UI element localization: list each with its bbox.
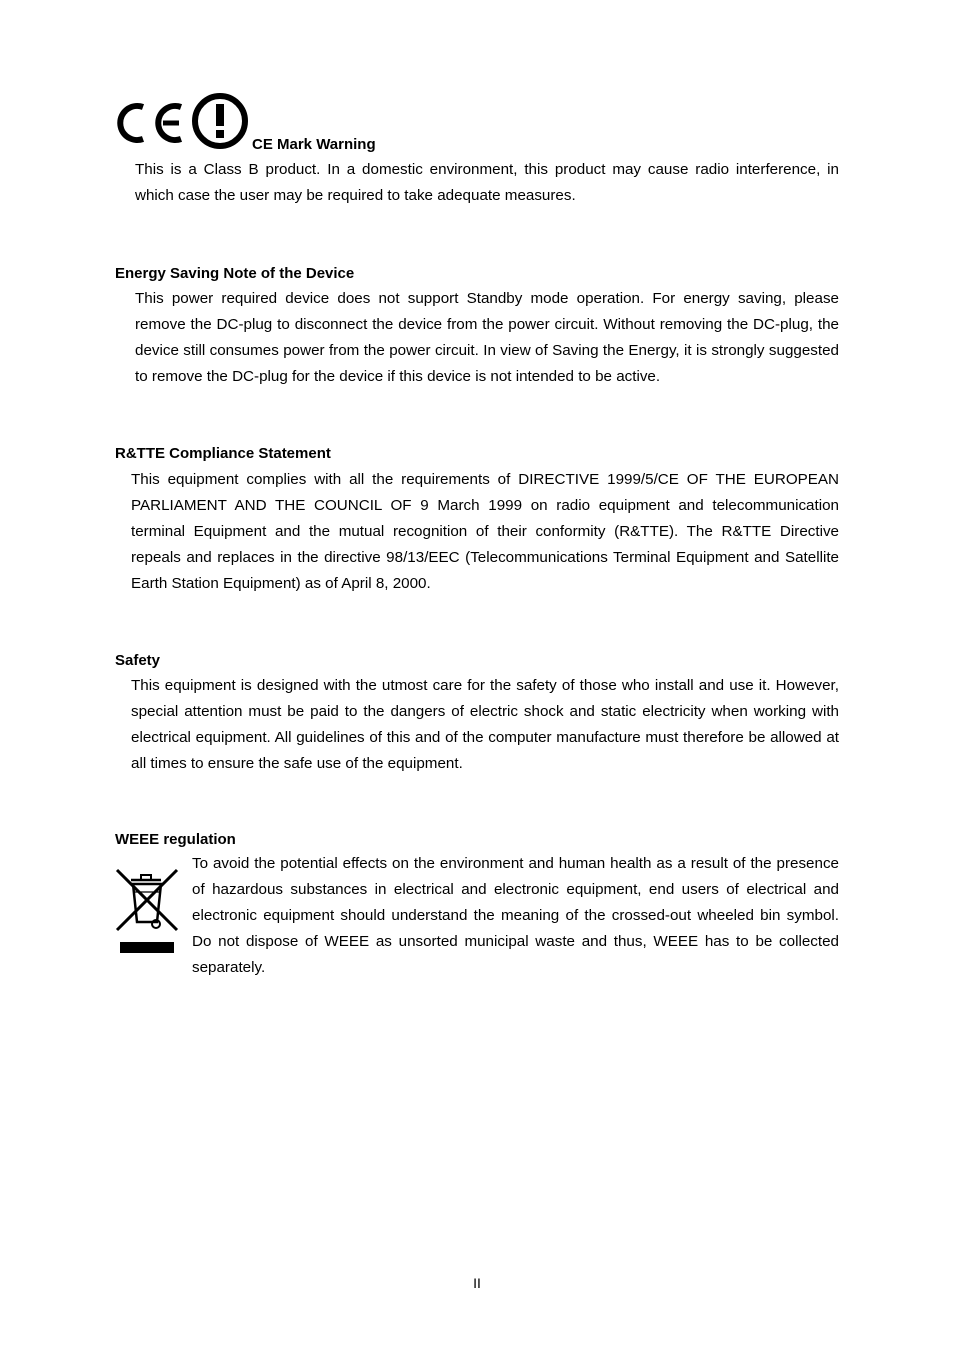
rtte-heading: R&TTE Compliance Statement [115, 445, 331, 462]
ce-mark-paragraph: This is a Class B product. In a domestic environment, this product may cause radio interference, in which case the user may be required to take adequate measures. [135, 161, 839, 204]
page-number: II [473, 1275, 481, 1291]
energy-saving-heading: Energy Saving Note of the Device [115, 265, 355, 282]
safety-paragraph: This equipment is designed with the utmost care for the safety of those who install and use it. However, special attention must be paid to the dangers of electric shock and static electricity when working with electrical equipment. All guidelines of this and of the computer manufacture must therefore be allowed at all times to ensure the safe use of the equipment. [131, 677, 839, 772]
weee-heading: WEEE regulation [115, 831, 236, 848]
safety-heading: Safety [115, 652, 161, 669]
energy-saving-paragraph: This power required device does not support Standby mode operation. For energy saving, please remove the DC-plug to disconnect the device from the power circuit. Without removing the DC-plug, the device still consumes power from the power circuit. In view of Saving the Energy, it is strongly suggested to remove the DC-plug for the device if this device is not intended to be active. [135, 290, 839, 385]
rtte-paragraph: This equipment complies with all the requirements of DIRECTIVE 1999/5/CE OF THE EUROPEAN PARLIAMENT AND THE COUNCIL OF 9 March 1999 on radio equipment and telecommunication terminal Equipment and the mutual recognition of their conformity (R&TTE). The R&TTE Directive repeals and replaces in the directive 98/13/EEC (Telecommunications Terminal Equipment and Satellite Earth Station Equipment) as of April 8, 2000. [131, 471, 839, 592]
ce-mark-with-alert-icon [113, 92, 253, 154]
crossed-out-wheeled-bin-icon [113, 866, 181, 958]
weee-paragraph: To avoid the potential effects on the environment and human health as a result of the presence of hazardous substances in electrical and electronic equipment, end users of electrical and electronic equipment should understand the meaning of the crossed-out wheeled bin symbol. Do not dispose of WEEE as unsorted municipal waste and thus, WEEE has to be collected separately. [192, 855, 839, 976]
ce-mark-heading: CE Mark Warning [252, 136, 376, 153]
